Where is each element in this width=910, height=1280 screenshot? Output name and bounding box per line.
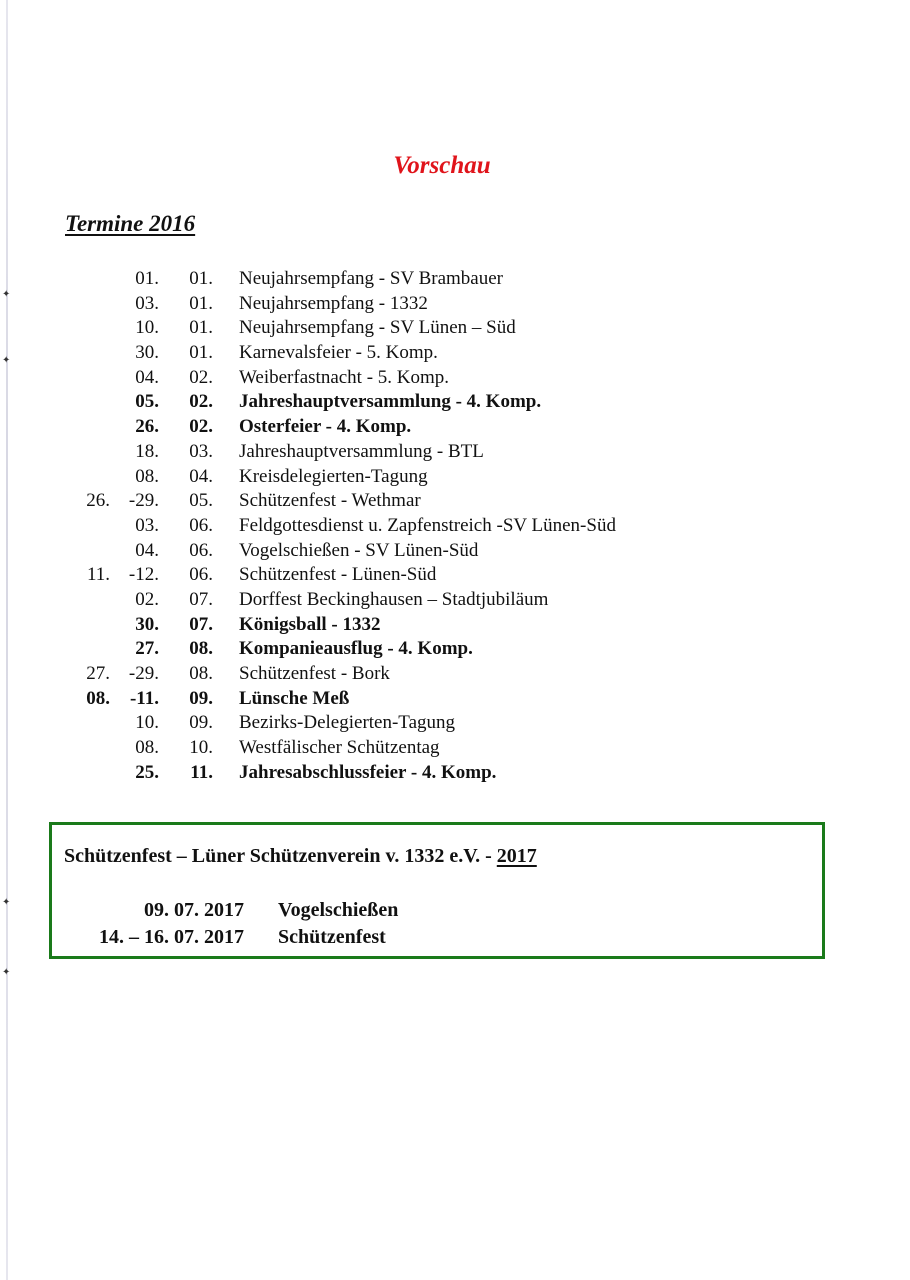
event-name: Königsball - 1332	[239, 613, 381, 635]
event-row	[0, 489, 880, 514]
event-month: 02.	[189, 391, 213, 413]
event-row	[0, 539, 880, 564]
event-start-day: 11.	[86, 564, 110, 586]
event-row	[0, 687, 880, 712]
box-heading-text: Schützenfest – Lüner Schützenverein v. 1332 e.V. -	[64, 845, 497, 867]
event-month: 09.	[189, 712, 213, 734]
event-month: 02.	[189, 416, 213, 438]
event-month: 01.	[189, 292, 213, 314]
event-row	[0, 613, 880, 638]
punch-mark: ✦	[2, 289, 11, 300]
event-day: 08.	[135, 737, 159, 759]
event-month: 04.	[189, 465, 213, 487]
event-name: Schützenfest - Bork	[239, 663, 390, 684]
punch-mark: ✦	[2, 355, 11, 366]
event-name: Vogelschießen - SV Lünen-Süd	[239, 539, 479, 561]
event-day: 04.	[135, 539, 159, 561]
event-day: 27.	[135, 638, 159, 660]
event-day: 25.	[135, 761, 159, 783]
event-month: 08.	[189, 638, 213, 660]
event-start-day: 27.	[86, 663, 110, 684]
event-day: 05.	[135, 391, 159, 413]
event-day: -11.	[129, 687, 159, 709]
event-start-day: 08.	[86, 687, 110, 709]
event-name: Feldgottesdienst u. Zapfenstreich -SV Lünen-Süd	[239, 514, 616, 536]
event-month: 09.	[189, 687, 213, 709]
box-event-name: Vogelschießen	[278, 899, 399, 921]
event-row	[0, 366, 880, 391]
event-day: 26.	[135, 416, 159, 438]
box-event-name: Schützenfest	[278, 926, 386, 948]
event-day: 03.	[135, 514, 159, 536]
box-heading	[64, 845, 537, 868]
event-row	[0, 289, 880, 317]
event-month: 01.	[189, 268, 213, 289]
event-month: 10.	[189, 737, 213, 759]
event-day: 03.	[135, 292, 159, 314]
punch-mark: ✦	[2, 897, 11, 908]
event-name: Neujahrsempfang - SV Lünen – Süd	[239, 317, 516, 339]
event-day: 10.	[135, 317, 159, 339]
event-start-day: 26.	[86, 490, 110, 512]
event-name: Schützenfest - Wethmar	[239, 490, 421, 512]
event-row	[0, 440, 880, 465]
event-name: Osterfeier - 4. Komp.	[239, 416, 412, 438]
event-name: Kompanieausflug - 4. Komp.	[239, 638, 473, 660]
event-name: Jahreshauptversammlung - 4. Komp.	[239, 391, 542, 413]
event-row	[0, 637, 880, 662]
event-month: 01.	[189, 317, 213, 339]
event-name: Jahresabschlussfeier - 4. Komp.	[239, 761, 497, 783]
event-month: 02.	[189, 366, 213, 388]
schuetzenfest-box	[49, 822, 825, 959]
box-event-date: 14. – 16. 07. 2017	[99, 926, 244, 948]
box-heading-year: 2017	[496, 845, 537, 867]
event-month: 07.	[189, 588, 213, 610]
event-month: 05.	[189, 490, 213, 512]
event-month: 11.	[190, 761, 213, 783]
event-row	[0, 588, 880, 613]
event-row	[0, 465, 880, 490]
event-name: Neujahrsempfang - SV Brambauer	[239, 268, 503, 289]
event-row	[0, 316, 880, 341]
box-event-date: 09. 07. 2017	[144, 899, 244, 921]
event-row	[0, 390, 880, 415]
event-row	[0, 761, 880, 786]
event-day: -29.	[128, 490, 159, 512]
event-month: 06.	[189, 564, 213, 586]
event-name: Dorffest Beckinghausen – Stadtjubiläum	[239, 588, 549, 610]
event-day: 02.	[135, 588, 159, 610]
event-name: Schützenfest - Lünen-Süd	[239, 564, 437, 586]
event-name: Bezirks-Delegierten-Tagung	[239, 712, 456, 734]
event-name: Lünsche Meß	[239, 687, 350, 709]
event-month: 01.	[189, 342, 213, 364]
event-month: 08.	[189, 663, 213, 684]
event-month: 06.	[189, 514, 213, 536]
event-month: 03.	[189, 440, 213, 462]
event-name: Jahreshauptversammlung - BTL	[239, 440, 484, 462]
event-name: Westfälischer Schützentag	[239, 737, 440, 759]
event-row	[0, 267, 880, 292]
event-row	[0, 514, 880, 539]
event-row	[0, 563, 880, 588]
punch-mark: ✦	[2, 967, 11, 978]
event-row	[0, 415, 880, 440]
events-list	[0, 267, 880, 785]
event-name: Kreisdelegierten-Tagung	[239, 465, 428, 487]
event-day: 08.	[135, 465, 159, 487]
event-day: 04.	[135, 366, 159, 388]
event-month: 06.	[189, 539, 213, 561]
event-row	[0, 736, 880, 761]
event-day: 01.	[135, 268, 159, 289]
event-month: 07.	[189, 613, 213, 635]
event-row	[0, 341, 880, 366]
page-title: Vorschau	[393, 152, 491, 179]
section-heading: Termine 2016	[65, 211, 196, 236]
event-name: Karnevalsfeier - 5. Komp.	[239, 342, 438, 364]
event-day: 18.	[135, 440, 159, 462]
event-row	[0, 711, 880, 736]
event-day: 10.	[135, 712, 159, 734]
event-day: 30.	[135, 342, 159, 364]
event-name: Weiberfastnacht - 5. Komp.	[239, 366, 450, 388]
event-row	[0, 662, 880, 687]
event-name: Neujahrsempfang - 1332	[239, 292, 428, 314]
event-day: -29.	[128, 663, 159, 684]
event-day: -12.	[128, 564, 159, 586]
event-day: 30.	[135, 613, 159, 635]
